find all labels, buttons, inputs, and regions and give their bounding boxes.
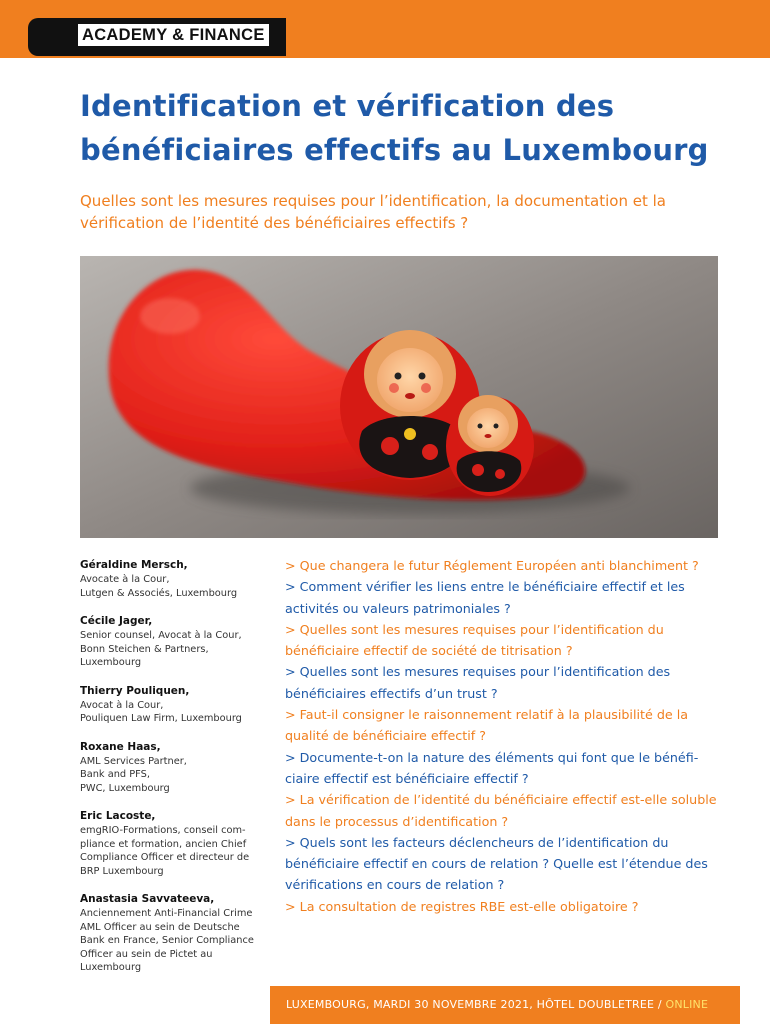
speaker-entry xyxy=(80,684,270,726)
speaker-role: AML Services Partner, Bank and PFS, PWC, Luxembourg xyxy=(80,755,187,794)
speakers-list xyxy=(80,558,270,989)
event-footer xyxy=(270,986,740,1024)
speaker-role: emgRIO-Formations, conseil com- pliance et formation, ancien Chief Compliance Officer et directeur de BRP Luxembourg xyxy=(80,825,250,877)
matryoshka-dolls-photo xyxy=(80,256,718,538)
speaker-name: Thierry Pouliquen, xyxy=(80,684,190,697)
speaker-entry xyxy=(80,892,270,975)
speaker-entry xyxy=(80,614,270,670)
speaker-name: Anastasia Savvateeva, xyxy=(80,893,215,905)
page-subtitle: Quelles sont les mesures requises pour l’identification, la documentation et la vérification de l’identité des bénéficiaires effectifs ? xyxy=(80,192,666,232)
questions-list xyxy=(285,555,725,917)
speaker-role: Avocate à la Cour, Lutgen & Associés, Luxembourg xyxy=(80,574,238,599)
speaker-role: Avocat à la Cour, Pouliquen Law Firm, Luxembourg xyxy=(80,699,242,724)
speaker-name: Eric Lacoste, xyxy=(80,810,156,822)
speaker-role: Senior counsel, Avocat à la Cour, Bonn Steichen & Partners, Luxembourg xyxy=(80,630,242,668)
page-title: Identification et vérification des bénéficiaires effectifs au Luxembourg xyxy=(80,89,709,167)
question-item: > Quels sont les facteurs déclencheurs de l’identification du bénéficiaire effectif en cours de relation ? Quelle est l’étendue des vérifications en cours de relation ? xyxy=(285,834,708,893)
event-location-date: LUXEMBOURG, MARDI 30 NOVEMBRE 2021, HÔTEL DOUBLETREE / xyxy=(286,998,666,1011)
question-item: > Documente-t-on la nature des éléments qui font que le bénéfi-ciaire effectif est bénéficiaire effectif ? xyxy=(285,749,699,786)
question-item: > Faut-il consigner le raisonnement relatif à la plausibilité de la qualité de bénéficiaire effectif ? xyxy=(285,707,689,744)
speaker-entry xyxy=(80,558,270,600)
online-label: ONLINE xyxy=(665,998,709,1011)
academy-finance-logo: ACADEMY & FINANCE xyxy=(78,24,269,46)
speaker-name: Roxane Haas, xyxy=(80,740,161,753)
question-item: > Quelles sont les mesures requises pour l’identification des bénéficiaires effectifs d’un trust ? xyxy=(285,664,671,701)
question-item: > Que changera le futur Réglement Européen anti blanchiment ? xyxy=(285,558,699,573)
question-item: > La vérification de l’identité du bénéficiaire effectif est-elle soluble dans le processus d’identification ? xyxy=(285,792,717,829)
speaker-name: Cécile Jager, xyxy=(80,615,153,627)
question-item: > Quelles sont les mesures requises pour l’identification du bénéficiaire effectif de société de titrisation ? xyxy=(285,621,664,659)
question-item: > Comment vérifier les liens entre le bénéficiaire effectif et les activités ou valeurs patrimoniales ? xyxy=(285,579,685,616)
speaker-role: Anciennement Anti-Financial Crime AML Officer au sein de Deutsche Bank en France, Senior Compliance Officer au sein de Pictet au Luxembourg xyxy=(80,908,254,973)
speaker-entry xyxy=(80,740,270,796)
speaker-name: Géraldine Mersch, xyxy=(80,559,188,571)
question-item: > La consultation de registres RBE est-elle obligatoire ? xyxy=(285,898,639,914)
speaker-entry xyxy=(80,809,270,878)
